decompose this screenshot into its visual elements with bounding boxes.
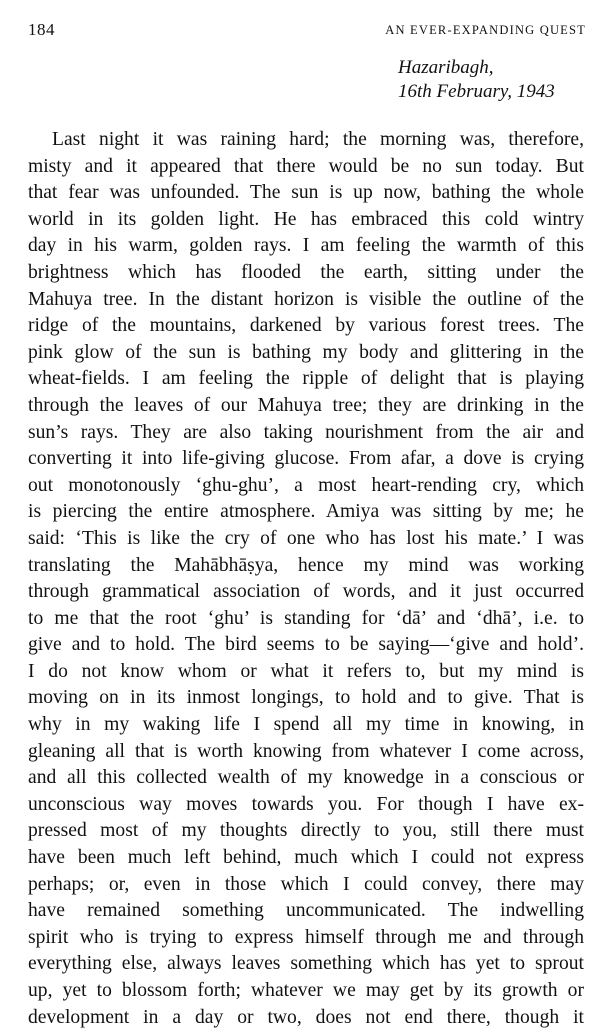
page-number: 184 <box>28 20 55 39</box>
text-line: misty and it appeared that there would be no sun today. But <box>28 155 584 177</box>
text-line: pressed most of my thoughts directly to you, still there must <box>28 820 584 842</box>
text-line: and all this collected wealth of my knowedge in a conscious or <box>28 767 584 789</box>
text-line: perhaps; or, even in those which I could convey, there may <box>28 873 584 895</box>
running-head <box>28 20 586 42</box>
text-line: world in its golden light. He has embraced this cold wintry <box>28 208 584 230</box>
text-line: day in his warm, golden rays. I am feeling the warmth of this <box>28 235 584 257</box>
dateline-place: Hazaribagh, <box>398 57 494 78</box>
text-line: converting it into life-giving glucose. From afar, a dove is crying <box>28 448 584 470</box>
text-line: said: ‘This is like the cry of one who has lost his mate.’ I was <box>28 527 584 549</box>
text-line: Mahuya tree. In the distant horizon is visible the outline of the <box>28 288 584 310</box>
text-line: why in my waking life I spend all my time in knowing, in <box>28 714 584 736</box>
text-line: Last night it was raining hard; the morning was, therefore, <box>52 129 584 150</box>
text-line: moving on in its inmost longings, to hold and to give. That is <box>28 687 584 709</box>
text-line: give and to hold. The bird seems to be saying—‘give and hold’. <box>28 634 584 656</box>
text-line: wheat-fields. I am feeling the ripple of delight that is playing <box>28 368 584 390</box>
text-line: up, yet to blossom forth; whatever we may get by its growth or <box>28 980 584 1001</box>
text-line: spirit who is trying to express himself through me and through <box>28 926 584 948</box>
text-line: that fear was unfounded. The sun is up now, bathing the whole <box>28 182 584 204</box>
body-text <box>28 127 584 1031</box>
text-line: to me that the root ‘ghu’ is standing for ‘dā’ and ‘dhā’, i.e. to <box>28 607 584 629</box>
text-line: everything else, always leaves something which has yet to sprout <box>28 953 584 975</box>
text-line: have remained something uncommunicated. The indwelling <box>28 900 584 922</box>
text-line: development in a day or two, does not end there, though it <box>28 1006 584 1028</box>
text-line: I do not know whom or what it refers to, but my mind is <box>28 660 584 682</box>
dateline-date: 16th February, 1943 <box>398 81 555 102</box>
running-title: AN EVER-EXPANDING QUEST <box>385 23 586 37</box>
text-line: sun’s rays. They are also taking nourishment from the air and <box>28 421 584 443</box>
text-line: through the leaves of our Mahuya tree; they are drinking in the <box>28 394 584 416</box>
text-line: through grammatical association of words, and it just occurred <box>28 581 584 603</box>
text-line: out monotonously ‘ghu-ghu’, a most heart-rending cry, which <box>28 474 584 496</box>
text-line: brightness which has flooded the earth, sitting under the <box>28 261 584 283</box>
text-line: translating the Mahābhāṣya, hence my mind was working <box>28 554 584 576</box>
text-line: pink glow of the sun is bathing my body and glittering in the <box>28 341 584 363</box>
text-line: ridge of the mountains, darkened by various forest trees. The <box>28 315 584 337</box>
book-page <box>28 0 586 1028</box>
text-line: gleaning all that is worth knowing from whatever I come across, <box>28 740 584 762</box>
text-line: unconscious way moves towards you. For though I have ex- <box>28 793 584 815</box>
text-line: is piercing the entire atmosphere. Amiya was sitting by me; he <box>28 501 584 523</box>
text-line: have been much left behind, much which I could not express <box>28 847 584 869</box>
dateline <box>398 56 555 104</box>
